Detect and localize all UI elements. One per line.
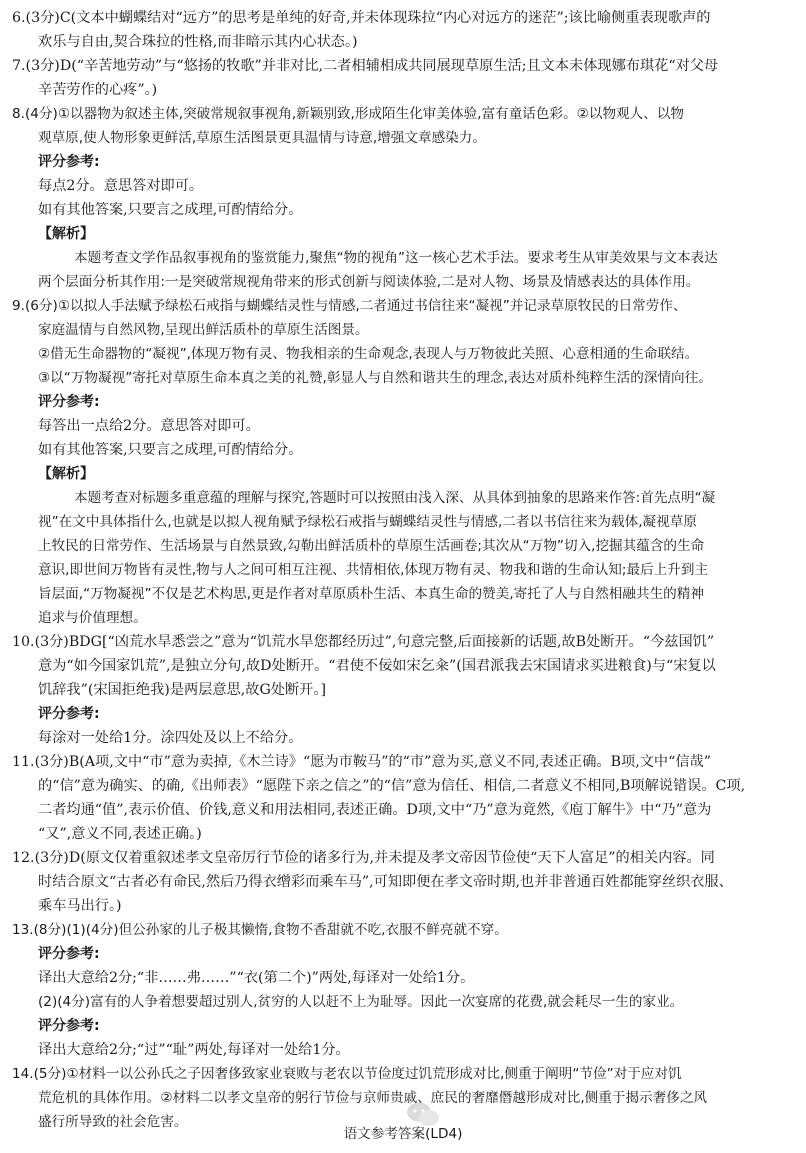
text-line: 饥辞我”(宋国拒绝我)是两层意思,故G处断开。] xyxy=(38,682,326,698)
text-line: 评分参考: xyxy=(38,946,100,962)
text-line: 追求与价值理想。 xyxy=(38,610,147,626)
text-line: 意为“如今国家饥荒”,是独立分句,故D处断开。“君使不佞如宋乞籴”(国君派我去宋国请求买进粮食)与“宋复以 xyxy=(38,658,716,674)
text-line: 旨层面,“万物凝视”不仅是艺术构思,更是作者对草原质朴生活、本真生命的赞美,寄托了人与自然相融共生的精神 xyxy=(38,586,704,602)
text-line: ②借无生命器物的“凝视”,体现万物有灵、物我相亲的生命观念,表现人与万物彼此关照、心意相通的生命联结。 xyxy=(38,346,699,362)
page-footer: 语文参考答案(LD4) xyxy=(343,1126,463,1142)
text-line: 视”在文中具体指什么,也就是以拟人视角赋予绿松石戒指与蝴蝶结灵性与情感,二者以书信往来为载体,凝视草原 xyxy=(38,514,697,530)
text-line: 本题考查对标题多重意蕴的理解与探究,答题时可以按照由浅入深、从具体到抽象的思路来作答:首先点明“凝 xyxy=(74,490,716,506)
text-line: 每涂对一处给1分。涂四处及以上不给分。 xyxy=(38,730,303,746)
text-line: 7.(3分)D(“辛苦地劳动”与“悠扬的牧歌”并非对比,二者相辅相成共同展现草原生活;且文本未体现娜布琪花“对父母 xyxy=(12,58,719,74)
text-line: 意识,即世间万物皆有灵性,物与人之间可相互注视、共情相依,体现万物有灵、物我和谐的生命认知;最后上升到主 xyxy=(38,562,709,578)
text-line: 上牧民的日常劳作、生活场景与自然景致,勾勒出鲜活质朴的草原生活画卷;其次从“万物”切入,挖掘其蕴含的生命 xyxy=(38,538,705,554)
text-line: 观草原,使人物形象更鲜活,草原生活图景更具温情与诗意,增强文章感染力。 xyxy=(38,130,486,146)
text-line: 译出大意给2分;“非……弗……”“衣(第二个)”两处,每译对一处给1分。 xyxy=(38,970,475,986)
text-line: 二者均通“值”,表示价值、价钱,意义和用法相同,表述正确。D项,文中“乃”意为竟然,《庖丁解牛》中“乃”意为 xyxy=(38,802,712,818)
text-line: 时结合原文“古者必有命民,然后乃得衣缯彩而乘车马”,可知即便在孝文帝时期,也并非普通百姓都能穿丝织衣服、 xyxy=(38,874,733,890)
text-line: 13.(8分)(1)(4分)但公孙家的儿子极其懒惰,食物不香甜就不吃,衣服不鲜亮就不穿。 xyxy=(12,922,508,938)
text-line: 家庭温情与自然风物,呈现出鲜活质朴的草原生活图景。 xyxy=(38,322,369,338)
text-line: 本题考查文学作品叙事视角的鉴赏能力,聚焦“物的视角”这一核心艺术手法。要求考生从审美效果与文本表达 xyxy=(74,250,718,266)
text-line: 如有其他答案,只要言之成理,可酌情给分。 xyxy=(38,202,303,218)
text-line: 译出大意给2分;“过”“耻”两处,每译对一处给1分。 xyxy=(38,1042,350,1058)
text-line: (2)(4分)富有的人争着想要超过别人,贫穷的人以赶不上为耻辱。因此一次宴席的花费,就会耗尽一生的家业。 xyxy=(38,994,684,1010)
text-line: 欢乐与自由,契合珠拉的性格,而非暗示其内心状态。) xyxy=(38,34,358,50)
text-line: 乘车马出行。) xyxy=(38,898,122,914)
text-line: 10.(3分)BDG[“凶荒水旱悉尝之”意为“饥荒水旱您都经历过”,句意完整,后面接新的话题,故B处断开。“今兹国饥” xyxy=(12,634,715,650)
text-line: 6.(3分)C(文本中蝴蝶结对“远方”的思考是单纯的好奇,并未体现珠拉“内心对远方的迷茫”;该比喻侧重表现歌声的 xyxy=(12,10,711,26)
text-line: 的“信”意为确实、的确,《出师表》“愿陛下亲之信之”的“信”意为信任、相信,二者意义不相同,B项解说错误。C项, xyxy=(38,778,746,794)
text-line: 12.(3分)D(原文仅着重叙述孝文皇帝厉行节俭的诸多行为,并未提及孝文帝因节俭使“天下人富足”的相关内容。同 xyxy=(12,850,715,866)
text-line: 如有其他答案,只要言之成理,可酌情给分。 xyxy=(38,442,303,458)
text-line: 【解析】 xyxy=(38,226,94,242)
text-line: 9.(6分)①以拟人手法赋予绿松石戒指与蝴蝶结灵性与情感,二者通过书信往来“凝视”并记录草原牧民的日常劳作、 xyxy=(12,298,687,314)
text-line: 评分参考: xyxy=(38,1018,100,1034)
text-line: 每答出一点给2分。意思答对即可。 xyxy=(38,418,260,434)
answer-document xyxy=(12,6,798,1134)
text-line: 14.(5分)①材料一以公孙氏之子因奢侈致家业衰败与老农以节俭度过饥荒形成对比,侧重于阐明“节俭”对于应对饥 xyxy=(12,1066,682,1082)
text-line: 评分参考: xyxy=(38,706,100,722)
text-line: “又”,意义不同,表述正确。) xyxy=(38,826,202,842)
text-line: 8.(4分)①以器物为叙述主体,突破常规叙事视角,新颖别致,形成陌生化审美体验,富有童话色彩。②以物观人、以物 xyxy=(12,106,685,122)
text-line: 荒危机的具体作用。②材料二以孝文皇帝的躬行节俭与京师贵戚、庶民的奢靡僭越形成对比,侧重于揭示奢侈之风 xyxy=(38,1090,708,1106)
text-line: 两个层面分析其作用:一是突破常规视角带来的形式创新与阅读体验,二是对人物、场景及情感表达的具体作用。 xyxy=(38,274,700,290)
text-line: 【解析】 xyxy=(38,466,94,482)
text-line: 评分参考: xyxy=(38,394,100,410)
text-line: ③以“万物凝视”寄托对草原生命本真之美的礼赞,彰显人与自然和谐共生的理念,表达对质朴纯粹生活的深情向往。 xyxy=(38,370,712,386)
text-line: 辛苦劳作的心疼”。) xyxy=(38,82,158,98)
text-line: 评分参考: xyxy=(38,154,100,170)
text-line: 每点2分。意思答对即可。 xyxy=(38,178,204,194)
text-line: 盛行所导致的社会危害。 xyxy=(38,1114,188,1130)
text-line: 11.(3分)B(A项,文中“市”意为卖掉,《木兰诗》“愿为市鞍马”的“市”意为买,意义不同,表述正确。B项,文中“信哉” xyxy=(12,754,711,770)
